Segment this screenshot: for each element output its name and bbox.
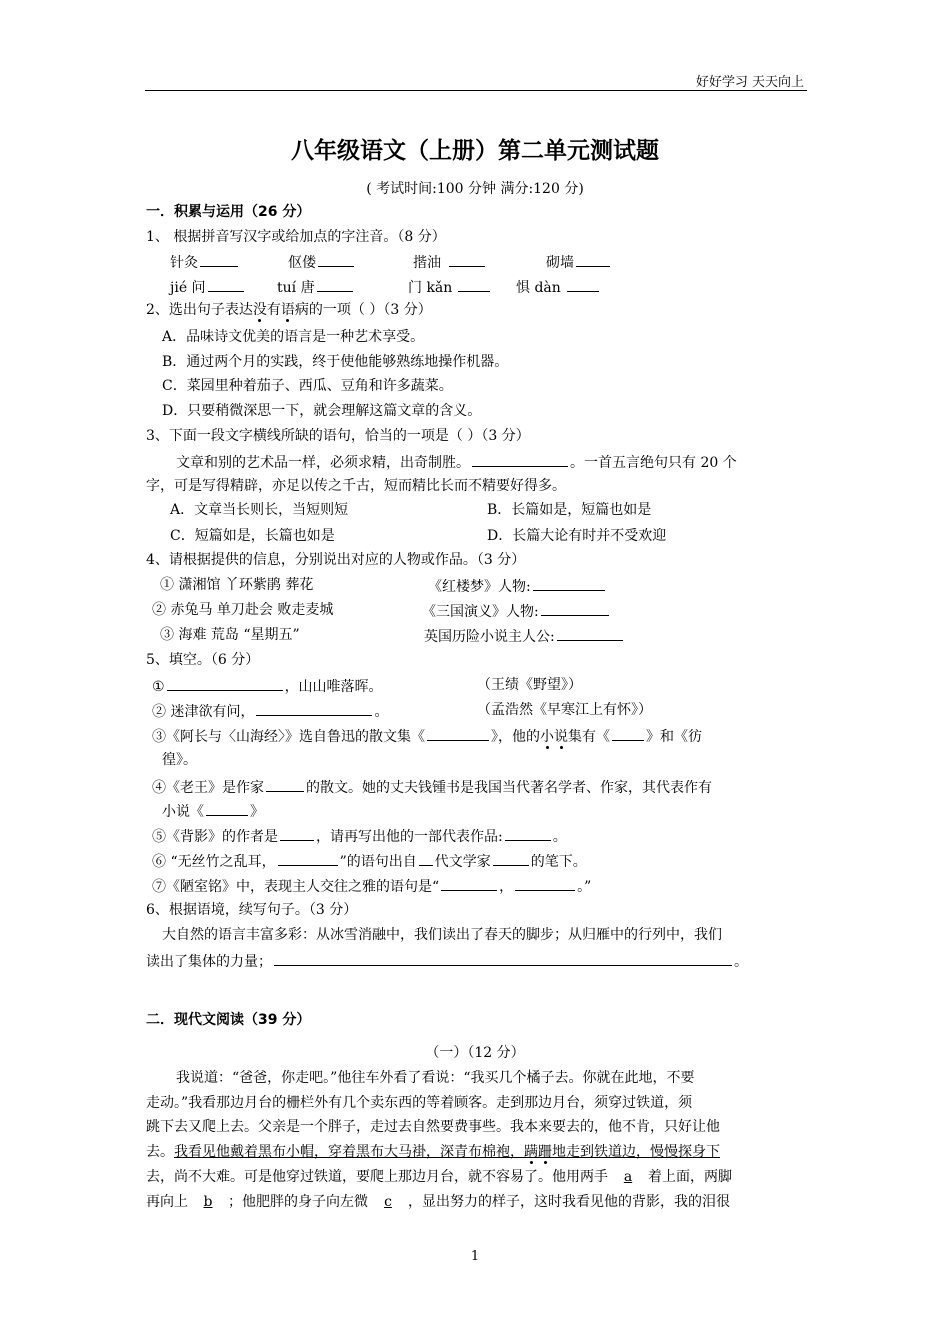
q1-word: 针灸 xyxy=(170,255,198,271)
q1-row1-item xyxy=(170,251,240,273)
page-number: 1 xyxy=(470,1249,480,1264)
q5-line2 xyxy=(152,700,388,722)
reading-passage-line xyxy=(146,1142,720,1162)
q5-text: ， xyxy=(499,879,514,895)
header-divider xyxy=(145,90,807,91)
q3-option-d: D．长篇大论有时并不受欢迎 xyxy=(487,528,667,544)
answer-blank[interactable] xyxy=(441,875,497,891)
q1-pinyin: jié 问 xyxy=(170,280,206,296)
answer-blank[interactable] xyxy=(200,251,238,267)
q5-text: ③《阿长与〈山海经〉》选自鲁迅的散文集《 xyxy=(152,729,425,745)
q2-stem-text: 2、选出句子表达 xyxy=(146,302,253,318)
q5-source: （孟浩然《早寒江上有怀》） xyxy=(477,702,652,718)
passage-text: 去。 xyxy=(146,1144,174,1160)
q4-clue: ② 赤兔马 单刀赴会 败走麦城 xyxy=(152,602,334,618)
q5-text: ⑤《背影》的作者是 xyxy=(152,829,278,845)
q5-text: 的散文。她的丈夫钱锺书是我国当代著名学者、作家，其代表作有 xyxy=(306,780,712,796)
q1-row2-item xyxy=(277,276,355,298)
reading-passage-line: 跳下去又爬上去。父亲是一个胖子，走过去自然要费事些。我本来要去的，他不肯，只好让他 xyxy=(146,1119,720,1135)
underlined-sentence: 地走到铁道边，慢慢探身下 xyxy=(552,1144,720,1160)
dotted-char: 没 xyxy=(252,302,267,318)
q4-clue: ③ 海难 荒岛 “星期五” xyxy=(160,627,300,643)
reading-passage-line: 我说道：“爸爸，你走吧。”他往车外看了看说：“我买几个橘子去。你就在此地，不要 xyxy=(176,1070,695,1086)
q4-stem: 4、请根据提供的信息，分别说出对应的人物或作品。（3 分） xyxy=(146,552,526,568)
answer-blank[interactable] xyxy=(256,700,372,716)
q5-text: 集有《 xyxy=(568,729,610,745)
answer-blank[interactable] xyxy=(493,850,529,866)
section2-heading: 二．现代文阅读（39 分） xyxy=(146,1012,311,1028)
q3-option-c: C．短篇如是，长篇也如是 xyxy=(170,528,335,544)
dotted-char: 语 xyxy=(280,302,295,318)
answer-blank[interactable] xyxy=(280,825,314,841)
q6-text: 读出了集体的力量； xyxy=(146,954,272,970)
dotted-char: 说 xyxy=(554,729,568,745)
q1-stem: 1、 根据拼音写汉字或给加点的字注音。（8 分） xyxy=(146,229,446,245)
q4-answer xyxy=(422,600,611,622)
q1-word: 伛偻 xyxy=(288,255,316,271)
answer-blank[interactable] xyxy=(274,950,732,966)
q3-option-b: B．长篇如是，短篇也如是 xyxy=(487,502,652,518)
q1-row2-item xyxy=(408,276,492,298)
answer-blank[interactable] xyxy=(317,276,353,292)
section1-heading: 一．积累与运用（26 分） xyxy=(146,204,311,220)
header-motto: 好好学习 天天向上 xyxy=(695,75,804,90)
q1-row1-item xyxy=(546,251,612,273)
q3-option-a: A．文章当长则长，当短则短 xyxy=(170,502,349,518)
answer-blank[interactable] xyxy=(472,451,568,467)
q3-stem: 3、下面一段文字横线所缺的语句，恰当的一项是（ ）（3 分） xyxy=(146,428,530,444)
q5-text: ，山山唯落晖。 xyxy=(284,679,383,695)
answer-blank[interactable] xyxy=(533,575,605,591)
answer-blank[interactable] xyxy=(427,725,489,741)
passage-text: 去，尚不大难。可是他穿过铁道，要爬上那边月台，就不容易了。他用两手 xyxy=(146,1169,608,1185)
q1-pinyin: 惧 dàn xyxy=(516,280,561,296)
q1-row2-item xyxy=(170,276,246,298)
answer-blank[interactable] xyxy=(318,251,354,267)
answer-blank[interactable] xyxy=(167,675,283,691)
q5-line3-cont: 徨》。 xyxy=(162,752,197,768)
q5-line6 xyxy=(152,850,587,872)
answer-blank[interactable] xyxy=(567,276,599,292)
answer-blank[interactable] xyxy=(266,776,304,792)
q1-word: 砌墙 xyxy=(546,255,574,271)
passage-text: ，显出努力的样子，这时我看见他的背影，我的泪很 xyxy=(408,1194,730,1210)
passage-blank-b[interactable]: b xyxy=(203,1194,213,1210)
q1-row1-item xyxy=(288,251,356,273)
q2-option-c: C．菜园里种着茄子、西瓜、豆角和许多蔬菜。 xyxy=(162,378,453,394)
q4-work: 《红楼梦》人物: xyxy=(428,579,531,595)
q2-stem xyxy=(146,300,432,320)
q2-stem-text: 病的一项（ ）（3 分） xyxy=(294,302,432,318)
q5-line5 xyxy=(152,825,567,847)
q5-line4 xyxy=(152,776,712,798)
q6-passage-line: 大自然的语言丰富多彩：从冰雪消融中，我们读出了春天的脚步；从归雁中的行列中，我们 xyxy=(162,927,722,943)
q3-passage-text: 。一首五言绝句只有 20 个 xyxy=(570,455,737,471)
q2-option-b: B．通过两个月的实践，终于使他能够熟练地操作机器。 xyxy=(162,354,509,370)
answer-blank[interactable] xyxy=(505,825,551,841)
reading-passage-line xyxy=(146,1192,730,1212)
q4-answer xyxy=(428,575,607,597)
answer-blank[interactable] xyxy=(515,875,575,891)
q5-text: 的笔下。 xyxy=(530,854,587,870)
q4-work: 英国历险小说主人公: xyxy=(424,629,555,645)
q5-text: 小说《 xyxy=(162,804,204,820)
q5-line4-cont xyxy=(162,800,264,822)
answer-blank[interactable] xyxy=(278,850,338,866)
q2-stem-text: 有 xyxy=(266,302,281,318)
q2-option-d: D．只要稍微深思一下，就会理解这篇文章的含义。 xyxy=(162,403,482,419)
dotted-char: 蹒 xyxy=(524,1144,538,1160)
q5-text: ① xyxy=(152,679,165,695)
q5-text: 》和《彷 xyxy=(646,729,702,745)
q5-text: ⑥ “无丝竹之乱耳， xyxy=(152,854,276,870)
q5-text: 》 xyxy=(250,804,264,820)
q5-source: （王绩《野望》） xyxy=(477,677,582,693)
q5-text: ”的语句出自 xyxy=(339,854,417,870)
answer-blank[interactable] xyxy=(419,850,433,866)
q6-stem: 6、根据语境，续写句子。（3 分） xyxy=(146,902,358,918)
answer-blank[interactable] xyxy=(208,276,244,292)
dotted-char: 跚 xyxy=(538,1144,552,1160)
q1-word: 揩油 xyxy=(413,255,441,271)
q5-text: 代文学家 xyxy=(434,854,491,870)
q5-text: ② 迷津欲有问， xyxy=(152,704,255,720)
q5-line3 xyxy=(152,725,702,747)
passage-text: 再向上 xyxy=(146,1194,188,1210)
q1-pinyin: 门 kǎn xyxy=(408,280,453,296)
reading-passage-line xyxy=(146,1167,732,1187)
q1-pinyin: tuí 唐 xyxy=(277,280,315,296)
answer-blank[interactable] xyxy=(576,251,610,267)
answer-blank[interactable] xyxy=(449,251,485,267)
passage-blank-c[interactable]: c xyxy=(384,1194,392,1210)
answer-blank[interactable] xyxy=(541,600,609,616)
page-title: 八年级语文（上册）第二单元测试题 xyxy=(291,138,659,164)
q1-row1-item xyxy=(413,251,487,273)
q5-text: 。 xyxy=(374,704,389,720)
answer-blank[interactable] xyxy=(458,276,490,292)
dotted-char: 小 xyxy=(540,729,554,745)
q5-stem: 5、填空。（6 分） xyxy=(146,652,260,668)
q5-text: 。” xyxy=(577,879,592,895)
reading-sub-heading: （一）（12 分） xyxy=(425,1045,525,1061)
reading-passage-line: 走动。”我看那边月台的栅栏外有几个卖东西的等着顾客。走到那边月台，须穿过铁道，须 xyxy=(146,1095,693,1111)
q6-passage-line xyxy=(146,950,748,972)
q5-text: ，请再写出他的一部代表作品: xyxy=(316,829,503,845)
q6-text: 。 xyxy=(734,954,748,970)
answer-blank[interactable] xyxy=(612,725,644,741)
passage-text: ；他肥胖的身子向左微 xyxy=(228,1194,368,1210)
underlined-sentence: 我看见他戴着黑布小帽，穿着黑布大马褂，深青布棉袍， xyxy=(174,1144,524,1160)
q4-answer xyxy=(424,625,625,647)
q5-text: 。 xyxy=(552,829,567,845)
q4-work: 《三国演义》人物: xyxy=(422,604,539,620)
answer-blank[interactable] xyxy=(206,800,248,816)
q5-text: ⑦《陋室铭》中，表现主人交往之雅的语句是“ xyxy=(152,879,440,895)
q5-line7 xyxy=(152,875,591,897)
passage-text: 着上面，两脚 xyxy=(648,1169,732,1185)
q4-clue: ① 潇湘馆 丫环紫鹃 葬花 xyxy=(160,577,314,593)
answer-blank[interactable] xyxy=(557,625,623,641)
q5-text: 》，他的 xyxy=(491,729,540,745)
q5-line1 xyxy=(152,675,383,697)
passage-blank-a[interactable]: a xyxy=(623,1169,633,1185)
q5-text: ④《老王》是作家 xyxy=(152,780,264,796)
exam-info: ( 考试时间:100 分钟 满分:120 分) xyxy=(366,181,584,197)
q3-passage-text: 文章和别的艺术品一样，必须求精，出奇制胜。 xyxy=(176,455,470,471)
q2-option-a: A．品味诗文优美的语言是一种艺术享受。 xyxy=(162,329,425,345)
q3-passage-line: 字，可是写得精辟，亦足以传之千古，短而精比长而不精要好得多。 xyxy=(146,478,566,494)
q1-row2-item xyxy=(516,276,601,298)
q3-passage-line xyxy=(176,451,737,473)
